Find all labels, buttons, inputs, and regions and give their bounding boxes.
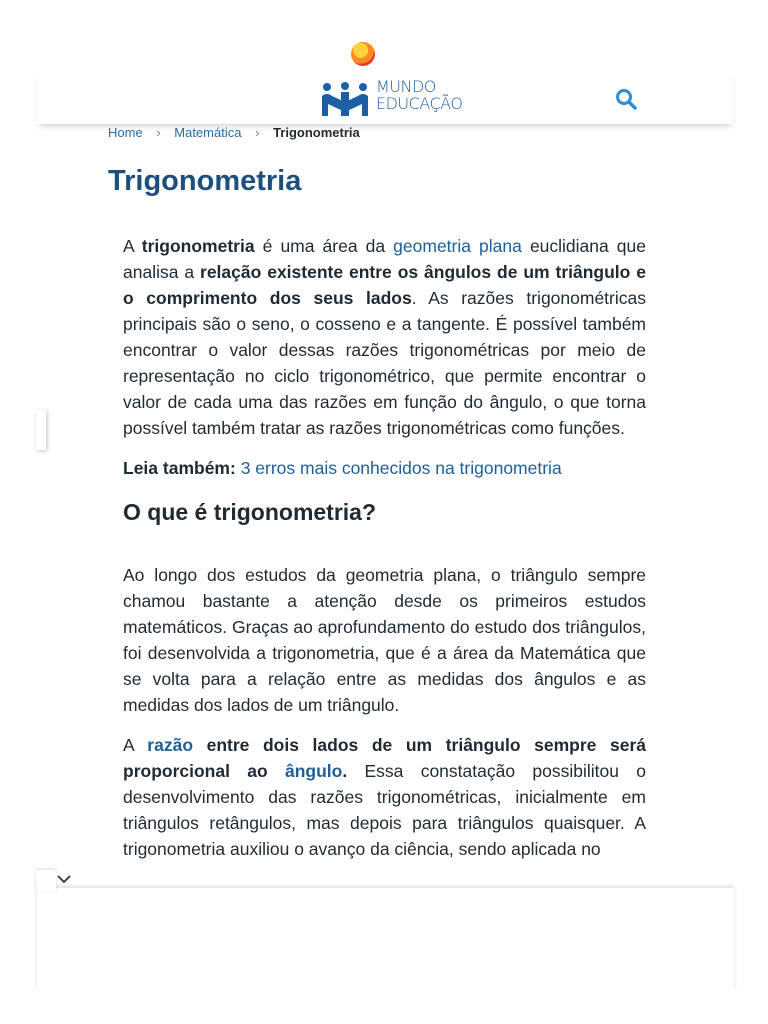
ad-toggle-button[interactable] <box>36 866 76 890</box>
logo-line-1: MUNDO <box>376 77 436 96</box>
logo-line-2: EDUCAÇÃO <box>376 94 463 113</box>
text: Essa constatação possibilitou o desenvolvimento das razões trigonométricas, inicialmente em triângulos retângulos, mas depois para triângulos quaisquer. A trigonometria auxiliou o avanço da ciência, sendo aplicada no <box>123 761 646 859</box>
brand-ball-icon <box>351 42 375 66</box>
text: euclidiana que analisa a <box>123 236 647 282</box>
breadcrumb <box>108 124 360 142</box>
text: A <box>123 735 148 755</box>
ad-toggle-tab <box>36 870 56 892</box>
side-tab[interactable] <box>36 410 46 450</box>
breadcrumb-home[interactable]: Home <box>108 125 143 140</box>
bold-text: . <box>342 761 348 781</box>
read-also <box>123 455 646 481</box>
search-button[interactable] <box>615 88 639 112</box>
section-paragraph-2 <box>123 732 646 862</box>
text: A <box>123 236 142 256</box>
site-header <box>37 72 733 124</box>
chevron-down-icon <box>56 874 72 884</box>
bold-text: entre dois lados de um triângulo sempre será proporcional ao <box>123 735 646 781</box>
breadcrumb-matematica[interactable]: Matemática <box>174 125 242 140</box>
logo-text <box>376 78 462 112</box>
link-geometria-plana[interactable]: geometria plana <box>393 236 522 256</box>
link-razao[interactable]: razão <box>147 735 194 755</box>
link-angulo[interactable]: ângulo <box>284 761 343 781</box>
section-heading: O que é trigonometria? <box>123 499 377 525</box>
bold-text: trigonometria <box>141 236 255 256</box>
section-paragraph: Ao longo dos estudos da geometria plana, o triângulo sempre chamou bastante a atenção desde os primeiros estudos matemáticos. Graças ao aprofundamento do estudo dos triângulos, foi desenvolvida a trigonometria, que é a área da Matemática que se volta para a relação entre as medidas dos ângulos e as medidas dos lados de um triângulo. <box>123 565 646 715</box>
intro-paragraph <box>123 233 646 441</box>
text: . As razões trigonométricas principais são o seno, o cosseno e a tangente. É possível também encontrar o valor dessas razões trigonométricas por meio de representação no ciclo trigonométrico, que permite encontrar o valor de cada uma das razões em função do ângulo, o que torna possível também tratar as razões trigonométricas como funções. <box>123 288 646 438</box>
ad-banner <box>37 888 734 991</box>
text: é uma área da <box>254 236 394 256</box>
breadcrumb-separator-icon: › <box>156 125 161 140</box>
read-also-label: Leia também: <box>123 458 236 478</box>
page-title: Trigonometria <box>108 165 302 197</box>
search-icon <box>615 88 637 110</box>
read-also-link[interactable]: 3 erros mais conhecidos na trigonometria <box>240 458 562 478</box>
bold-text: relação existente entre os ângulos de um triângulo e o comprimento dos seus lados <box>123 262 646 308</box>
breadcrumb-separator-icon: › <box>255 125 260 140</box>
site-logo[interactable] <box>320 77 463 120</box>
breadcrumb-current: Trigonometria <box>273 125 360 140</box>
people-logo-icon <box>320 82 372 118</box>
article-body <box>123 233 646 862</box>
